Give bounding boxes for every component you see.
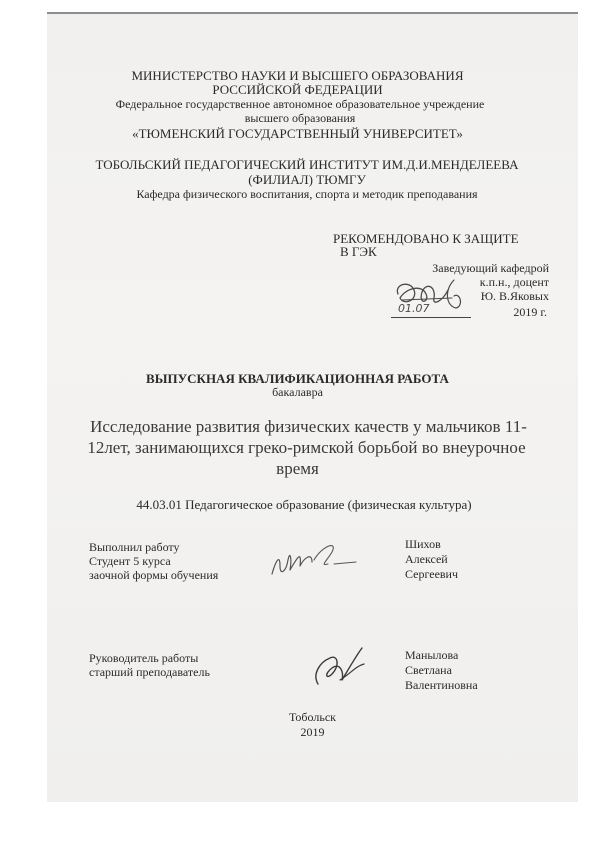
supervisor-surname: Манылова [405, 648, 459, 662]
supervisor-signature [310, 644, 366, 688]
head-title: Заведующий кафедрой [432, 261, 549, 275]
university-name: «ТЮМЕНСКИЙ ГОСУДАРСТВЕННЫЙ УНИВЕРСИТЕТ» [132, 126, 463, 141]
institution-type-line-2: высшего образования [244, 111, 356, 125]
student-patronymic: Сергеевич [405, 567, 459, 581]
student-surname: Шихов [405, 537, 441, 551]
supervisor-patronymic: Валентиновна [405, 678, 478, 692]
institute-line-1: ТОБОЛЬСКИЙ ПЕДАГОГИЧЕСКИЙ ИНСТИТУТ ИМ.Д.И.МЕНДЕЛЕЕВА [95, 157, 519, 172]
ministry-line-2: РОССИЙСКОЙ ФЕДЕРАЦИИ [212, 82, 383, 97]
thesis-title-line-3: время [276, 459, 319, 478]
handwritten-date: 01.07 [398, 302, 430, 315]
head-degree: к.п.н., доцент [479, 275, 549, 289]
page-top-edge [47, 12, 578, 14]
student-role-line-3: заочной формы обучения [89, 568, 219, 582]
date-underline [391, 317, 471, 318]
institute-line-2: (ФИЛИАЛ) ТЮМГУ [248, 172, 366, 187]
student-role-line-2: Студент 5 курса [89, 554, 171, 568]
head-name: Ю. В.Яковых [480, 289, 549, 303]
recommended-line-2: В ГЭК [340, 244, 377, 259]
work-type: ВЫПУСКНАЯ КВАЛИФИКАЦИОННАЯ РАБОТА [146, 371, 449, 386]
specialty: 44.03.01 Педагогическое образование (физическая культура) [136, 497, 472, 512]
city: Тобольск [289, 710, 336, 724]
approval-year: 2019 г. [513, 305, 547, 319]
ministry-line-1: МИНИСТЕРСТВО НАУКИ И ВЫСШЕГО ОБРАЗОВАНИЯ [131, 68, 464, 83]
thesis-title-line-2: 12лет, занимающихся греко-римской борьбой во внеурочное [87, 438, 526, 457]
student-first-name: Алексей [405, 552, 448, 566]
supervisor-first-name: Светлана [405, 663, 452, 677]
student-role-line-1: Выполнил работу [89, 540, 180, 554]
thesis-title-line-1: Исследование развития физических качеств у мальчиков 11- [90, 417, 527, 436]
work-level: бакалавра [272, 385, 323, 399]
student-signature [268, 538, 358, 584]
department-name: Кафедра физического воспитания, спорта и методик преподавания [136, 187, 478, 201]
footer-year: 2019 [300, 725, 325, 739]
supervisor-role-line-1: Руководитель работы [89, 651, 199, 665]
institution-type-line-1: Федеральное государственное автономное образовательное учреждение [115, 97, 485, 111]
supervisor-role-line-2: старший преподаватель [89, 665, 210, 679]
recommended-line-1: РЕКОМЕНДОВАНО К ЗАЩИТЕ [333, 231, 519, 246]
